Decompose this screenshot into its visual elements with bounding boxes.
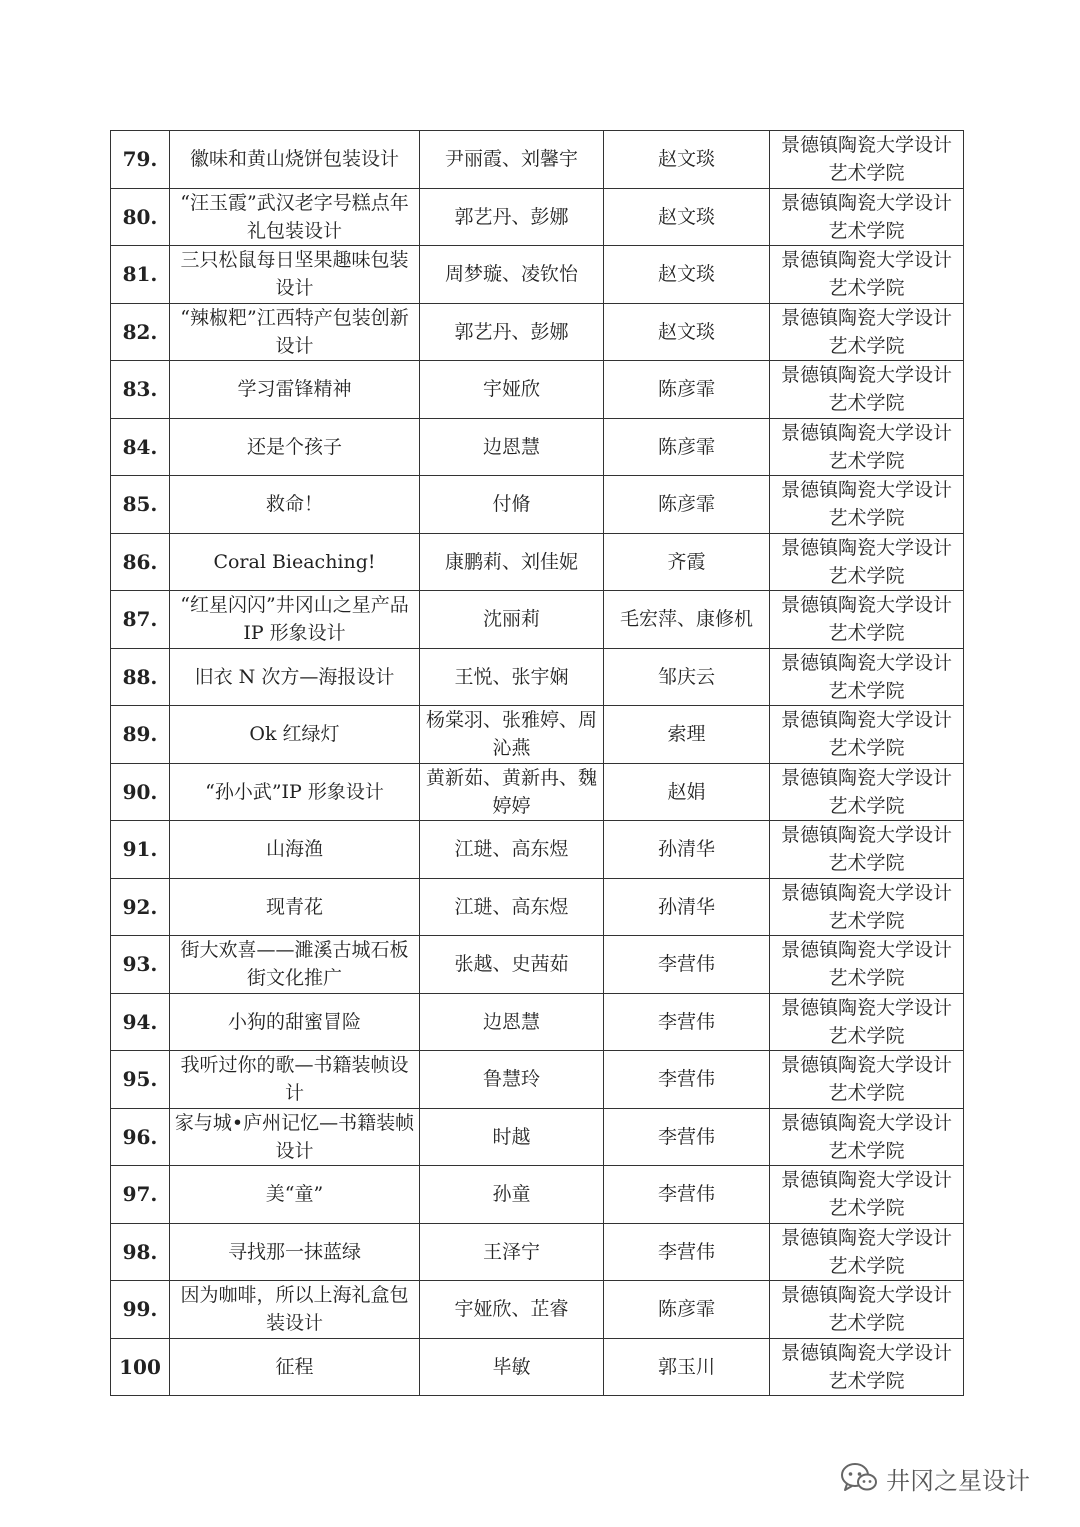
row-number: 89. xyxy=(111,706,170,764)
work-title: “辣椒粑”江西特产包装创新设计 xyxy=(170,303,420,361)
award-table xyxy=(110,130,964,1396)
table-row xyxy=(111,1051,964,1109)
school: 景德镇陶瓷大学设计艺术学院 xyxy=(770,1108,964,1166)
work-title: 小狗的甜蜜冒险 xyxy=(170,993,420,1051)
school: 景德镇陶瓷大学设计艺术学院 xyxy=(770,246,964,304)
row-number: 92. xyxy=(111,878,170,936)
table-row xyxy=(111,533,964,591)
work-title: 街大欢喜——濉溪古城石板街文化推广 xyxy=(170,936,420,994)
work-title: Ok 红绿灯 xyxy=(170,706,420,764)
authors: 康鹏莉、刘佳妮 xyxy=(420,533,604,591)
advisor: 郭玉川 xyxy=(604,1338,770,1396)
advisor: 邹庆云 xyxy=(604,648,770,706)
row-number: 87. xyxy=(111,591,170,649)
school: 景德镇陶瓷大学设计艺术学院 xyxy=(770,993,964,1051)
work-title: “红星闪闪”井冈山之星产品 IP 形象设计 xyxy=(170,591,420,649)
table-row xyxy=(111,303,964,361)
authors: 杨棠羽、张雅婷、周沁燕 xyxy=(420,706,604,764)
work-title: 家与城•庐州记忆—书籍装帧设计 xyxy=(170,1108,420,1166)
row-number: 84. xyxy=(111,418,170,476)
table-row xyxy=(111,361,964,419)
school: 景德镇陶瓷大学设计艺术学院 xyxy=(770,648,964,706)
advisor: 陈彦霏 xyxy=(604,476,770,534)
authors: 江琎、高东煜 xyxy=(420,878,604,936)
school: 景德镇陶瓷大学设计艺术学院 xyxy=(770,131,964,189)
table-row xyxy=(111,131,964,189)
award-table-body xyxy=(111,131,964,1396)
advisor: 陈彦霏 xyxy=(604,361,770,419)
school: 景德镇陶瓷大学设计艺术学院 xyxy=(770,591,964,649)
table-row xyxy=(111,246,964,304)
authors: 郭艺丹、彭娜 xyxy=(420,188,604,246)
school: 景德镇陶瓷大学设计艺术学院 xyxy=(770,1338,964,1396)
school: 景德镇陶瓷大学设计艺术学院 xyxy=(770,303,964,361)
school: 景德镇陶瓷大学设计艺术学院 xyxy=(770,763,964,821)
advisor: 赵文琰 xyxy=(604,188,770,246)
advisor: 陈彦霏 xyxy=(604,418,770,476)
school: 景德镇陶瓷大学设计艺术学院 xyxy=(770,1166,964,1224)
authors: 沈丽莉 xyxy=(420,591,604,649)
row-number: 91. xyxy=(111,821,170,879)
work-title: 山海渔 xyxy=(170,821,420,879)
school: 景德镇陶瓷大学设计艺术学院 xyxy=(770,1051,964,1109)
table-row xyxy=(111,993,964,1051)
authors: 边恩慧 xyxy=(420,993,604,1051)
work-title: Coral Bieaching! xyxy=(170,533,420,591)
row-number: 97. xyxy=(111,1166,170,1224)
authors: 郭艺丹、彭娜 xyxy=(420,303,604,361)
work-title: 救命！ xyxy=(170,476,420,534)
row-number: 96. xyxy=(111,1108,170,1166)
authors: 尹丽霞、刘馨宇 xyxy=(420,131,604,189)
school: 景德镇陶瓷大学设计艺术学院 xyxy=(770,706,964,764)
row-number: 100 xyxy=(111,1338,170,1396)
authors: 张越、史茜茹 xyxy=(420,936,604,994)
row-number: 80. xyxy=(111,188,170,246)
row-number: 86. xyxy=(111,533,170,591)
authors: 宇娅欣 xyxy=(420,361,604,419)
row-number: 81. xyxy=(111,246,170,304)
work-title: “孙小武”IP 形象设计 xyxy=(170,763,420,821)
authors: 鲁慧玲 xyxy=(420,1051,604,1109)
authors: 孙童 xyxy=(420,1166,604,1224)
authors: 黄新茹、黄新冉、魏婷婷 xyxy=(420,763,604,821)
work-title: 旧衣 N 次方—海报设计 xyxy=(170,648,420,706)
authors: 毕敏 xyxy=(420,1338,604,1396)
work-title: 征程 xyxy=(170,1338,420,1396)
table-row xyxy=(111,763,964,821)
work-title: 三只松鼠每日坚果趣味包装设计 xyxy=(170,246,420,304)
work-title: 我听过你的歌—书籍装帧设计 xyxy=(170,1051,420,1109)
row-number: 93. xyxy=(111,936,170,994)
table-row xyxy=(111,878,964,936)
advisor: 毛宏萍、康修机 xyxy=(604,591,770,649)
advisor: 赵文琰 xyxy=(604,246,770,304)
table-row xyxy=(111,1108,964,1166)
row-number: 88. xyxy=(111,648,170,706)
wechat-icon xyxy=(840,1462,878,1494)
work-title: 美“童” xyxy=(170,1166,420,1224)
table-row xyxy=(111,706,964,764)
work-title: 寻找那一抹蓝绿 xyxy=(170,1223,420,1281)
table-row xyxy=(111,476,964,534)
authors: 王泽宁 xyxy=(420,1223,604,1281)
advisor: 李营伟 xyxy=(604,1223,770,1281)
authors: 周梦璇、凌钦怡 xyxy=(420,246,604,304)
table-row xyxy=(111,648,964,706)
authors: 付脩 xyxy=(420,476,604,534)
school: 景德镇陶瓷大学设计艺术学院 xyxy=(770,821,964,879)
school: 景德镇陶瓷大学设计艺术学院 xyxy=(770,936,964,994)
row-number: 94. xyxy=(111,993,170,1051)
row-number: 98. xyxy=(111,1223,170,1281)
advisor: 齐霞 xyxy=(604,533,770,591)
advisor: 索理 xyxy=(604,706,770,764)
school: 景德镇陶瓷大学设计艺术学院 xyxy=(770,1281,964,1339)
watermark xyxy=(840,1458,1030,1498)
advisor: 孙清华 xyxy=(604,878,770,936)
row-number: 83. xyxy=(111,361,170,419)
advisor: 孙清华 xyxy=(604,821,770,879)
school: 景德镇陶瓷大学设计艺术学院 xyxy=(770,188,964,246)
authors: 江琎、高东煜 xyxy=(420,821,604,879)
school: 景德镇陶瓷大学设计艺术学院 xyxy=(770,476,964,534)
table-row xyxy=(111,1166,964,1224)
advisor: 赵文琰 xyxy=(604,303,770,361)
work-title: 学习雷锋精神 xyxy=(170,361,420,419)
row-number: 79. xyxy=(111,131,170,189)
authors: 时越 xyxy=(420,1108,604,1166)
authors: 宇娅欣、芷睿 xyxy=(420,1281,604,1339)
advisor: 李营伟 xyxy=(604,1051,770,1109)
watermark-text: 井冈之星设计 xyxy=(886,1466,1030,1495)
advisor: 李营伟 xyxy=(604,1108,770,1166)
school: 景德镇陶瓷大学设计艺术学院 xyxy=(770,1223,964,1281)
advisor: 李营伟 xyxy=(604,993,770,1051)
table-row xyxy=(111,821,964,879)
authors: 边恩慧 xyxy=(420,418,604,476)
table-row xyxy=(111,418,964,476)
table-row xyxy=(111,936,964,994)
work-title: 还是个孩子 xyxy=(170,418,420,476)
school: 景德镇陶瓷大学设计艺术学院 xyxy=(770,878,964,936)
advisor: 赵娟 xyxy=(604,763,770,821)
row-number: 95. xyxy=(111,1051,170,1109)
table-row xyxy=(111,591,964,649)
school: 景德镇陶瓷大学设计艺术学院 xyxy=(770,418,964,476)
work-title: 现青花 xyxy=(170,878,420,936)
work-title: 因为咖啡，所以上海礼盒包装设计 xyxy=(170,1281,420,1339)
row-number: 85. xyxy=(111,476,170,534)
school: 景德镇陶瓷大学设计艺术学院 xyxy=(770,361,964,419)
table-row xyxy=(111,188,964,246)
school: 景德镇陶瓷大学设计艺术学院 xyxy=(770,533,964,591)
authors: 王悦、张宇娴 xyxy=(420,648,604,706)
row-number: 90. xyxy=(111,763,170,821)
table-row xyxy=(111,1338,964,1396)
row-number: 82. xyxy=(111,303,170,361)
advisor: 李营伟 xyxy=(604,1166,770,1224)
table-row xyxy=(111,1223,964,1281)
row-number: 99. xyxy=(111,1281,170,1339)
advisor: 赵文琰 xyxy=(604,131,770,189)
work-title: 徽味和黄山烧饼包装设计 xyxy=(170,131,420,189)
advisor: 陈彦霏 xyxy=(604,1281,770,1339)
table-row xyxy=(111,1281,964,1339)
advisor: 李营伟 xyxy=(604,936,770,994)
work-title: “汪玉霞”武汉老字号糕点年礼包装设计 xyxy=(170,188,420,246)
